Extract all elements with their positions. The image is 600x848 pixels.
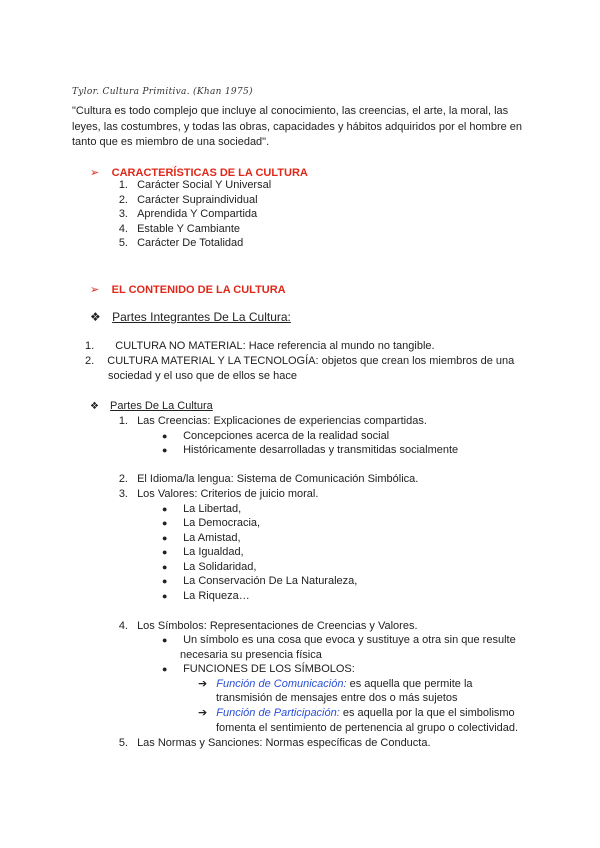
sub-arrow-item [198,706,515,720]
list-text: CULTURA MATERIAL Y LA TECNOLOGÍA: objetos que crean los miembros de una [107,355,515,367]
list-text: Carácter De Totalidad [137,237,244,249]
function-text: es aquella por la que el simbolismo [339,707,515,719]
bullet-icon: ● [162,576,168,586]
arrow-bullet-icon: ➢ [90,167,100,179]
list-item [112,222,240,236]
bullet-item [162,560,256,574]
bullet-text: Concepciones acerca de la realidad social [183,430,390,442]
list-number: 1. [85,340,95,352]
diamond-bullet-icon: ❖ [90,310,101,324]
sub-arrow-continuation: transmisión de mensajes entre dos o más sujetos [216,692,458,704]
list-number: 3. [118,208,128,220]
sub-arrow-continuation: fomenta el sentimiento de pertenencia al grupo o colectividad. [216,722,519,734]
bullet-text: La Riqueza… [183,590,250,602]
bullet-text-continuation: necesaria su presencia física [180,649,322,661]
bullet-item [162,502,241,516]
list-item [112,414,427,428]
function-text: es aquella que permite la [346,678,473,690]
bullet-icon: ● [162,591,168,601]
bullet-icon: ● [162,504,168,514]
list-text: Los Símbolos: Representaciones de Creencias y Valores. [137,620,418,632]
list-item [112,736,431,750]
bullet-icon: ● [162,562,168,572]
list-item [85,354,514,368]
list-item [112,207,257,221]
list-number: 2. [118,473,128,485]
bullet-item [162,662,355,676]
list-item [112,193,258,207]
list-text: Aprendida Y Compartida [137,208,258,220]
list-number: 1. [118,179,128,191]
list-item [112,487,318,501]
subheading-text: Partes Integrantes De La Cultura: [112,310,291,324]
bullet-item [162,429,389,443]
bullet-text: FUNCIONES DE LOS SÍMBOLOS: [183,663,355,675]
bullet-item [162,516,260,530]
list-item [112,619,418,633]
bullet-text: La Democracia, [183,517,261,529]
quote-line: leyes, las costumbres, y todas las obras, capacidades y hábitos adquiridos por el hombre en [72,121,523,133]
list-text: Los Valores: Criterios de juicio moral. [137,488,319,500]
list-item [112,236,243,250]
bullet-text: Históricamente desarrolladas y transmitidas socialmente [183,444,459,456]
bullet-item [162,589,250,603]
sub-arrow-item [198,677,473,691]
section-title: CARACTERÍSTICAS DE LA CULTURA [111,167,308,179]
bullet-text: La Amistad, [183,532,241,544]
quote-line: tanto que es miembro de una sociedad". [72,136,270,148]
bullet-icon: ● [162,635,168,645]
subheading-text: Partes De La Cultura [110,400,213,412]
list-number: 2. [85,355,95,367]
list-number: 1. [118,415,128,427]
quote-line: "Cultura es todo complejo que incluye al conocimiento, las creencias, el arte, la moral, las [72,105,509,117]
bullet-item [162,443,458,457]
bullet-icon: ● [162,533,168,543]
bullet-icon: ● [162,518,168,528]
list-number: 5. [118,737,128,749]
bullet-text: La Solidaridad, [183,561,257,573]
list-text: El Idioma/la lengua: Sistema de Comunicación Simbólica. [137,473,419,485]
bullet-icon: ● [162,431,168,441]
bullet-icon: ● [162,664,168,674]
subheading-partes [90,399,213,414]
function-label: Función de Comunicación: [216,678,347,690]
list-item [85,339,435,353]
list-number: 4. [118,620,128,632]
section-heading-contenido [90,280,286,298]
bullet-icon: ● [162,445,168,455]
list-text: Carácter Social Y Universal [137,179,272,191]
diamond-bullet-icon: ❖ [90,401,99,412]
subheading-partes-integrantes [90,309,291,325]
list-text: CULTURA NO MATERIAL: Hace referencia al mundo no tangible. [115,340,435,352]
list-number: 2. [118,194,128,206]
list-text: Las Normas y Sanciones: Normas específicas de Conducta. [137,737,431,749]
bullet-text: La Conservación De La Naturaleza, [183,575,358,587]
list-item [112,472,418,486]
bullet-text: La Igualdad, [183,546,244,558]
bullet-item [162,531,241,545]
bullet-item [162,633,516,647]
list-number: 4. [118,223,128,235]
bullet-item [162,545,244,559]
bullet-icon: ● [162,547,168,557]
arrow-bullet-icon: ➢ [90,284,100,296]
section-title: EL CONTENIDO DE LA CULTURA [111,284,286,296]
list-item [112,178,271,192]
arrow-right-icon: ➔ [198,707,208,719]
list-text: Estable Y Cambiante [137,223,240,235]
bullet-item [162,574,357,588]
arrow-right-icon: ➔ [198,678,208,690]
function-label: Función de Participación: [216,707,340,719]
bullet-text: Un símbolo es una cosa que evoca y sustituye a otra sin que resulte [183,634,516,646]
list-text: Las Creencias: Explicaciones de experiencias compartidas. [137,415,427,427]
list-number: 5. [118,237,128,249]
list-number: 3. [118,488,128,500]
citation-note: Tylor. Cultura Primitiva. (Khan 1975) [72,87,253,97]
bullet-text: La Libertad, [183,503,242,515]
list-text: Carácter Supraindividual [137,194,258,206]
list-text-continuation: sociedad y el uso que de ellos se hace [108,370,297,382]
